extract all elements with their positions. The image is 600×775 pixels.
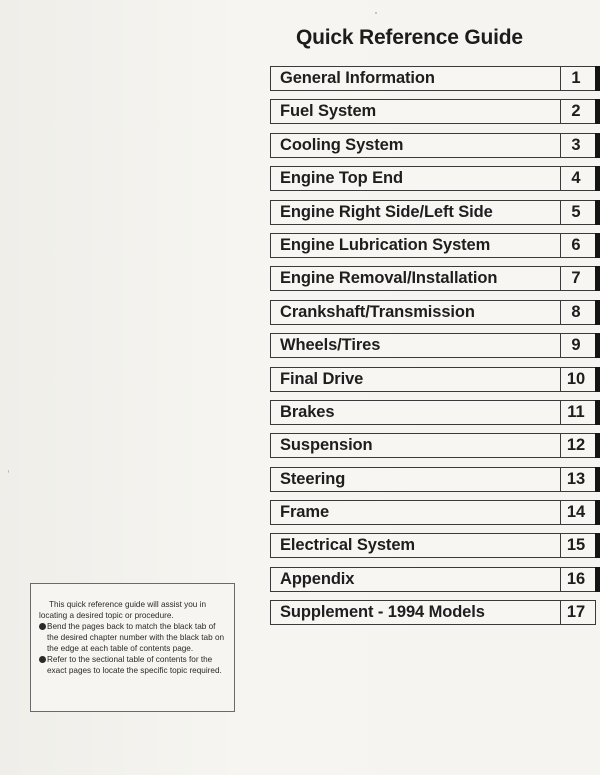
toc-label-box[interactable]: [270, 600, 561, 625]
toc-number: 12: [566, 436, 586, 455]
paper-speck: [375, 12, 377, 14]
black-edge-tab: [595, 233, 600, 258]
toc-number-box[interactable]: [560, 333, 596, 358]
black-edge-tab: [595, 333, 600, 358]
black-edge-tab: [595, 300, 600, 325]
toc-label-box[interactable]: [270, 333, 561, 358]
toc-number: 14: [566, 503, 586, 522]
toc-number-box[interactable]: [560, 166, 596, 191]
note-intro: This quick reference guide will assist you in locating a desired topic or procedure.: [39, 600, 206, 620]
toc-number-box[interactable]: [560, 66, 596, 91]
toc-number: 13: [566, 469, 586, 488]
toc-number: 6: [571, 235, 581, 254]
toc-label-box[interactable]: [270, 533, 561, 558]
toc-label: Brakes: [280, 402, 335, 421]
toc-number-box[interactable]: [560, 467, 596, 492]
note-bullet-text: Refer to the sectional table of contents for the exact pages to locate the specific topic required.: [47, 655, 222, 675]
usage-note-box: [30, 583, 235, 712]
toc-number-box[interactable]: [560, 433, 596, 458]
black-edge-tab: [595, 533, 600, 558]
black-edge-tab: [595, 400, 600, 425]
toc-label: Appendix: [280, 569, 355, 588]
toc-row-frame[interactable]: [270, 500, 600, 525]
black-edge-tab: [595, 567, 600, 592]
toc-number-box[interactable]: [560, 233, 596, 258]
toc-label: Cooling System: [280, 135, 404, 154]
bullet-dot-icon: [39, 656, 46, 663]
toc-row-suspension[interactable]: [270, 433, 600, 458]
toc-number-box[interactable]: [560, 200, 596, 225]
toc-label: Engine Right Side/Left Side: [280, 202, 493, 221]
toc-number-box[interactable]: [560, 367, 596, 392]
toc-number-box[interactable]: [560, 567, 596, 592]
toc-label: General Information: [280, 69, 435, 87]
toc-row-engine-right-left-side[interactable]: [270, 200, 600, 225]
note-bullet: [39, 621, 226, 654]
black-edge-tab: [595, 500, 600, 525]
toc-number: 7: [571, 269, 581, 288]
page-title: Quick Reference Guide: [296, 26, 523, 49]
toc-number: 15: [566, 536, 586, 555]
toc-label-box[interactable]: [270, 567, 561, 592]
toc-label-box[interactable]: [270, 66, 561, 91]
toc-label: Final Drive: [280, 369, 364, 388]
toc-label-box[interactable]: [270, 266, 561, 291]
toc-label: Engine Lubrication System: [280, 235, 491, 254]
toc-label: Fuel System: [280, 102, 377, 121]
black-edge-tab: [595, 66, 600, 91]
toc-label-box[interactable]: [270, 467, 561, 492]
paper-speck: [8, 470, 9, 473]
toc-row-engine-lubrication-system[interactable]: [270, 233, 600, 258]
toc-number: 4: [571, 169, 581, 188]
toc-number: 3: [571, 135, 581, 154]
toc-row-general-information[interactable]: [270, 66, 600, 91]
toc-number-box[interactable]: [560, 133, 596, 158]
black-edge-tab: [595, 467, 600, 492]
toc-label-box[interactable]: [270, 367, 561, 392]
black-edge-tab: [595, 266, 600, 291]
toc-number-box[interactable]: [560, 500, 596, 525]
table-of-contents: [270, 66, 600, 634]
toc-label: Crankshaft/Transmission: [280, 302, 475, 321]
toc-number: 10: [566, 369, 586, 388]
toc-number-box[interactable]: [560, 600, 596, 625]
toc-number: 17: [566, 603, 586, 622]
toc-label: Engine Top End: [280, 169, 403, 188]
black-edge-tab: [595, 433, 600, 458]
toc-label-box[interactable]: [270, 99, 561, 124]
toc-label: Suspension: [280, 436, 373, 455]
note-bullet: [39, 654, 226, 676]
toc-label-box[interactable]: [270, 200, 561, 225]
toc-row-engine-top-end[interactable]: [270, 166, 600, 191]
toc-row-steering[interactable]: [270, 467, 600, 492]
toc-label: Supplement - 1994 Models: [280, 603, 485, 622]
toc-row-electrical-system[interactable]: [270, 533, 600, 558]
toc-label: Electrical System: [280, 536, 415, 555]
toc-row-brakes[interactable]: [270, 400, 600, 425]
toc-label: Steering: [280, 469, 346, 488]
toc-number: 9: [571, 336, 581, 355]
toc-row-wheels-tires[interactable]: [270, 333, 600, 358]
toc-number: 5: [571, 202, 581, 221]
note-bullet-text: Bend the pages back to match the black tab of the desired chapter number with the black tab on the edge at each table of contents page.: [47, 622, 225, 653]
black-edge-tab: [595, 200, 600, 225]
toc-row-cooling-system[interactable]: [270, 133, 600, 158]
black-edge-tab: [595, 133, 600, 158]
toc-number: 2: [571, 102, 581, 121]
toc-label: Engine Removal/Installation: [280, 269, 498, 288]
toc-label: Frame: [280, 503, 330, 522]
toc-number: 1: [571, 69, 581, 87]
toc-number-box[interactable]: [560, 533, 596, 558]
toc-label: Wheels/Tires: [280, 336, 381, 355]
black-edge-tab: [595, 367, 600, 392]
toc-label-box[interactable]: [270, 300, 561, 325]
toc-label-box[interactable]: [270, 166, 561, 191]
black-edge-tab: [595, 166, 600, 191]
black-edge-tab: [595, 99, 600, 124]
toc-number-box[interactable]: [560, 266, 596, 291]
toc-label-box[interactable]: [270, 133, 561, 158]
toc-row-crankshaft-transmission[interactable]: [270, 300, 600, 325]
toc-label-box[interactable]: [270, 500, 561, 525]
bullet-dot-icon: [39, 623, 46, 630]
toc-row-final-drive[interactable]: [270, 367, 600, 392]
toc-number-box[interactable]: [560, 300, 596, 325]
toc-number-box[interactable]: [560, 400, 596, 425]
toc-number: 16: [566, 569, 586, 588]
toc-label-box[interactable]: [270, 433, 561, 458]
toc-label-box[interactable]: [270, 233, 561, 258]
toc-row-engine-removal-installation[interactable]: [270, 266, 600, 291]
toc-label-box[interactable]: [270, 400, 561, 425]
toc-number: 8: [571, 302, 581, 321]
toc-number: 11: [567, 402, 585, 421]
toc-row-fuel-system[interactable]: [270, 99, 600, 124]
toc-number-box[interactable]: [560, 99, 596, 124]
toc-row-supplement-1994-models[interactable]: [270, 600, 600, 625]
toc-row-appendix[interactable]: [270, 567, 600, 592]
